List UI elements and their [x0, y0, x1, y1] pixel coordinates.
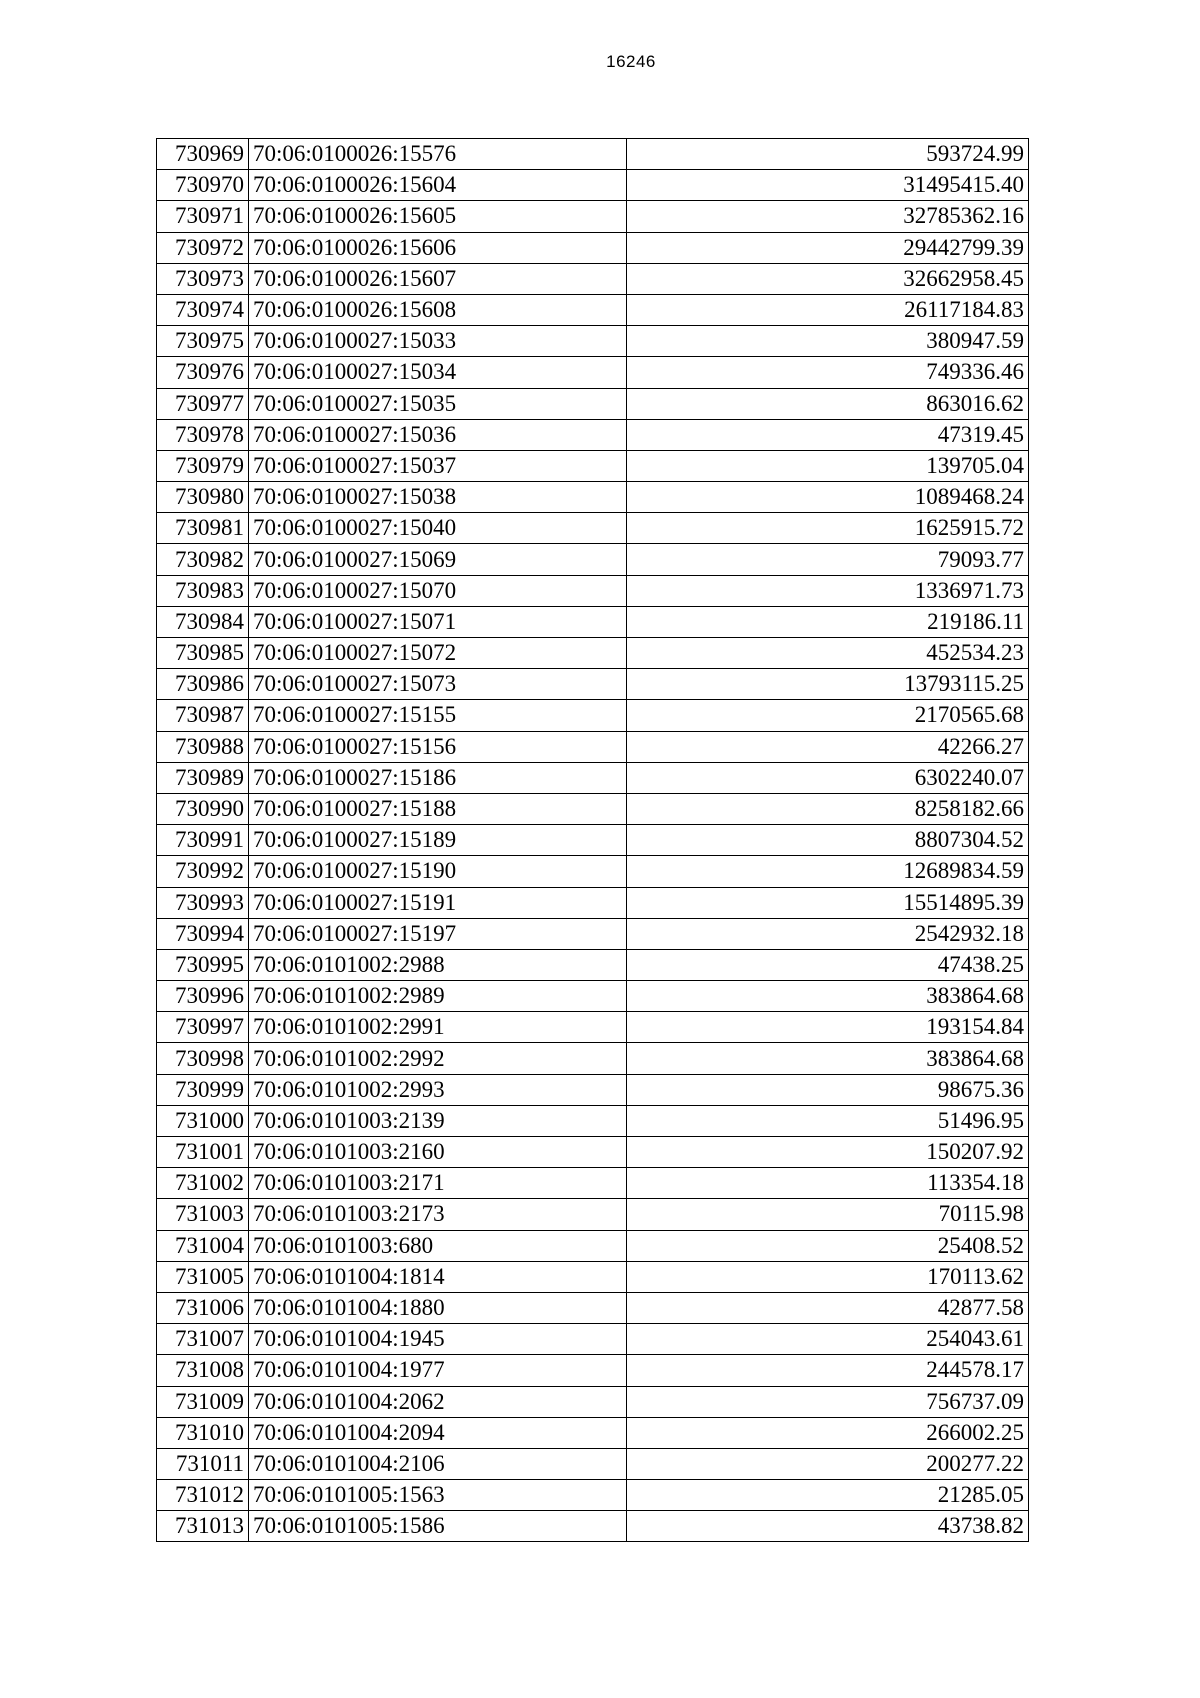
- row-number-cell: 730991: [157, 825, 249, 856]
- table-row: [157, 949, 1029, 980]
- table-row: [157, 1043, 1029, 1074]
- table-row: [157, 1261, 1029, 1292]
- cadastral-number-cell: 70:06:0100027:15037: [249, 450, 627, 481]
- cadastral-value-cell: 15514895.39: [627, 887, 1029, 918]
- cadastral-number-cell: 70:06:0100027:15189: [249, 825, 627, 856]
- table-row: [157, 1448, 1029, 1479]
- cadastral-number-cell: 70:06:0101004:2062: [249, 1386, 627, 1417]
- cadastral-value-cell: 244578.17: [627, 1355, 1029, 1386]
- row-number-cell: 730971: [157, 201, 249, 232]
- row-number-cell: 730970: [157, 170, 249, 201]
- table-row: [157, 1137, 1029, 1168]
- cadastral-number-cell: 70:06:0100026:15576: [249, 139, 627, 170]
- cadastral-value-cell: 13793115.25: [627, 669, 1029, 700]
- row-number-cell: 730988: [157, 731, 249, 762]
- cadastral-value-cell: 47438.25: [627, 949, 1029, 980]
- cadastral-value-cell: 47319.45: [627, 419, 1029, 450]
- table-row: [157, 918, 1029, 949]
- cadastral-number-cell: 70:06:0101005:1563: [249, 1480, 627, 1511]
- cadastral-number-cell: 70:06:0100027:15156: [249, 731, 627, 762]
- row-number-cell: 730994: [157, 918, 249, 949]
- cadastral-value-cell: 452534.23: [627, 638, 1029, 669]
- row-number-cell: 731010: [157, 1417, 249, 1448]
- cadastral-number-cell: 70:06:0101003:2139: [249, 1105, 627, 1136]
- cadastral-number-cell: 70:06:0100027:15033: [249, 326, 627, 357]
- cadastral-number-cell: 70:06:0100027:15034: [249, 357, 627, 388]
- cadastral-number-cell: 70:06:0101004:1880: [249, 1292, 627, 1323]
- row-number-cell: 730986: [157, 669, 249, 700]
- cadastral-value-cell: 200277.22: [627, 1448, 1029, 1479]
- cadastral-number-cell: 70:06:0101004:2106: [249, 1448, 627, 1479]
- cadastral-number-cell: 70:06:0101004:1977: [249, 1355, 627, 1386]
- cadastral-number-cell: 70:06:0100027:15038: [249, 482, 627, 513]
- cadastral-number-cell: 70:06:0100027:15035: [249, 388, 627, 419]
- cadastral-value-cell: 6302240.07: [627, 762, 1029, 793]
- table-row: [157, 419, 1029, 450]
- cadastral-number-cell: 70:06:0100027:15069: [249, 544, 627, 575]
- cadastral-number-cell: 70:06:0100026:15608: [249, 294, 627, 325]
- cadastral-number-cell: 70:06:0100026:15605: [249, 201, 627, 232]
- cadastral-number-cell: 70:06:0101003:2171: [249, 1168, 627, 1199]
- table-row: [157, 294, 1029, 325]
- row-number-cell: 730985: [157, 638, 249, 669]
- row-number-cell: 730983: [157, 575, 249, 606]
- table-row: [157, 638, 1029, 669]
- cadastral-number-cell: 70:06:0101002:2991: [249, 1012, 627, 1043]
- cadastral-value-cell: 150207.92: [627, 1137, 1029, 1168]
- table-row: [157, 201, 1029, 232]
- cadastral-value-cell: 31495415.40: [627, 170, 1029, 201]
- cadastral-number-cell: 70:06:0100027:15070: [249, 575, 627, 606]
- table-row: [157, 575, 1029, 606]
- cadastral-value-table: [156, 138, 1029, 1542]
- table-row: [157, 1417, 1029, 1448]
- table-row: [157, 981, 1029, 1012]
- row-number-cell: 730998: [157, 1043, 249, 1074]
- cadastral-value-cell: 219186.11: [627, 606, 1029, 637]
- cadastral-number-cell: 70:06:0100027:15155: [249, 700, 627, 731]
- cadastral-number-cell: 70:06:0100027:15073: [249, 669, 627, 700]
- row-number-cell: 730981: [157, 513, 249, 544]
- row-number-cell: 730975: [157, 326, 249, 357]
- table-row: [157, 1074, 1029, 1105]
- cadastral-value-cell: 51496.95: [627, 1105, 1029, 1136]
- table-row: [157, 482, 1029, 513]
- cadastral-value-cell: 863016.62: [627, 388, 1029, 419]
- cadastral-number-cell: 70:06:0101003:2160: [249, 1137, 627, 1168]
- table-row: [157, 669, 1029, 700]
- row-number-cell: 731002: [157, 1168, 249, 1199]
- table-row: [157, 513, 1029, 544]
- row-number-cell: 730995: [157, 949, 249, 980]
- cadastral-number-cell: 70:06:0100026:15606: [249, 232, 627, 263]
- cadastral-value-cell: 29442799.39: [627, 232, 1029, 263]
- cadastral-value-cell: 254043.61: [627, 1324, 1029, 1355]
- cadastral-number-cell: 70:06:0100027:15040: [249, 513, 627, 544]
- table-row: [157, 357, 1029, 388]
- cadastral-value-cell: 12689834.59: [627, 856, 1029, 887]
- row-number-cell: 730996: [157, 981, 249, 1012]
- cadastral-value-cell: 139705.04: [627, 450, 1029, 481]
- cadastral-number-cell: 70:06:0101004:1814: [249, 1261, 627, 1292]
- row-number-cell: 730982: [157, 544, 249, 575]
- cadastral-number-cell: 70:06:0101002:2988: [249, 949, 627, 980]
- cadastral-value-cell: 593724.99: [627, 139, 1029, 170]
- row-number-cell: 731004: [157, 1230, 249, 1261]
- row-number-cell: 731013: [157, 1511, 249, 1542]
- row-number-cell: 730989: [157, 762, 249, 793]
- row-number-cell: 731007: [157, 1324, 249, 1355]
- row-number-cell: 730980: [157, 482, 249, 513]
- row-number-cell: 731009: [157, 1386, 249, 1417]
- table-row: [157, 1105, 1029, 1136]
- cadastral-number-cell: 70:06:0100027:15186: [249, 762, 627, 793]
- cadastral-value-cell: 21285.05: [627, 1480, 1029, 1511]
- cadastral-number-cell: 70:06:0100027:15191: [249, 887, 627, 918]
- row-number-cell: 730978: [157, 419, 249, 450]
- row-number-cell: 730974: [157, 294, 249, 325]
- cadastral-value-cell: 2542932.18: [627, 918, 1029, 949]
- row-number-cell: 731008: [157, 1355, 249, 1386]
- cadastral-number-cell: 70:06:0101003:680: [249, 1230, 627, 1261]
- row-number-cell: 730984: [157, 606, 249, 637]
- cadastral-number-cell: 70:06:0100026:15607: [249, 263, 627, 294]
- table-row: [157, 856, 1029, 887]
- cadastral-value-cell: 8807304.52: [627, 825, 1029, 856]
- row-number-cell: 730969: [157, 139, 249, 170]
- cadastral-value-cell: 1625915.72: [627, 513, 1029, 544]
- row-number-cell: 730976: [157, 357, 249, 388]
- row-number-cell: 730973: [157, 263, 249, 294]
- cadastral-value-cell: 25408.52: [627, 1230, 1029, 1261]
- table-row: [157, 1230, 1029, 1261]
- row-number-cell: 731000: [157, 1105, 249, 1136]
- row-number-cell: 731006: [157, 1292, 249, 1323]
- row-number-cell: 730979: [157, 450, 249, 481]
- cadastral-value-cell: 26117184.83: [627, 294, 1029, 325]
- cadastral-number-cell: 70:06:0100027:15197: [249, 918, 627, 949]
- row-number-cell: 731012: [157, 1480, 249, 1511]
- table-row: [157, 450, 1029, 481]
- cadastral-value-cell: 1336971.73: [627, 575, 1029, 606]
- table-row: [157, 139, 1029, 170]
- row-number-cell: 731003: [157, 1199, 249, 1230]
- table-row: [157, 887, 1029, 918]
- row-number-cell: 730977: [157, 388, 249, 419]
- cadastral-value-cell: 98675.36: [627, 1074, 1029, 1105]
- table-row: [157, 606, 1029, 637]
- cadastral-value-cell: 1089468.24: [627, 482, 1029, 513]
- table-row: [157, 1292, 1029, 1323]
- table-row: [157, 700, 1029, 731]
- cadastral-value-cell: 383864.68: [627, 981, 1029, 1012]
- cadastral-value-cell: 756737.09: [627, 1386, 1029, 1417]
- row-number-cell: 730972: [157, 232, 249, 263]
- cadastral-value-cell: 79093.77: [627, 544, 1029, 575]
- cadastral-number-cell: 70:06:0101004:1945: [249, 1324, 627, 1355]
- table-row: [157, 793, 1029, 824]
- cadastral-number-cell: 70:06:0101002:2989: [249, 981, 627, 1012]
- cadastral-value-cell: 2170565.68: [627, 700, 1029, 731]
- cadastral-value-cell: 193154.84: [627, 1012, 1029, 1043]
- table-row: [157, 388, 1029, 419]
- table-row: [157, 1511, 1029, 1542]
- row-number-cell: 731001: [157, 1137, 249, 1168]
- row-number-cell: 730990: [157, 793, 249, 824]
- cadastral-number-cell: 70:06:0101003:2173: [249, 1199, 627, 1230]
- table-row: [157, 170, 1029, 201]
- table-row: [157, 762, 1029, 793]
- cadastral-value-cell: 170113.62: [627, 1261, 1029, 1292]
- table-row: [157, 1199, 1029, 1230]
- table-row: [157, 326, 1029, 357]
- table-row: [157, 1480, 1029, 1511]
- cadastral-value-cell: 43738.82: [627, 1511, 1029, 1542]
- row-number-cell: 730993: [157, 887, 249, 918]
- table-row: [157, 544, 1029, 575]
- table-row: [157, 1324, 1029, 1355]
- cadastral-value-cell: 749336.46: [627, 357, 1029, 388]
- cadastral-number-cell: 70:06:0100027:15188: [249, 793, 627, 824]
- cadastral-value-cell: 42877.58: [627, 1292, 1029, 1323]
- cadastral-number-cell: 70:06:0100027:15071: [249, 606, 627, 637]
- cadastral-value-cell: 380947.59: [627, 326, 1029, 357]
- cadastral-number-cell: 70:06:0101002:2993: [249, 1074, 627, 1105]
- table-row: [157, 1168, 1029, 1199]
- cadastral-value-cell: 42266.27: [627, 731, 1029, 762]
- cadastral-value-cell: 70115.98: [627, 1199, 1029, 1230]
- cadastral-number-cell: 70:06:0100027:15190: [249, 856, 627, 887]
- cadastral-number-cell: 70:06:0100027:15072: [249, 638, 627, 669]
- cadastral-value-cell: 266002.25: [627, 1417, 1029, 1448]
- cadastral-value-cell: 8258182.66: [627, 793, 1029, 824]
- row-number-cell: 731005: [157, 1261, 249, 1292]
- table-row: [157, 731, 1029, 762]
- cadastral-value-cell: 383864.68: [627, 1043, 1029, 1074]
- cadastral-number-cell: 70:06:0101005:1586: [249, 1511, 627, 1542]
- row-number-cell: 730992: [157, 856, 249, 887]
- cadastral-number-cell: 70:06:0100027:15036: [249, 419, 627, 450]
- table-body: [157, 139, 1029, 1542]
- cadastral-value-cell: 32785362.16: [627, 201, 1029, 232]
- cadastral-value-cell: 32662958.45: [627, 263, 1029, 294]
- table-row: [157, 1012, 1029, 1043]
- table-row: [157, 263, 1029, 294]
- row-number-cell: 730997: [157, 1012, 249, 1043]
- table-row: [157, 1386, 1029, 1417]
- row-number-cell: 730987: [157, 700, 249, 731]
- row-number-cell: 730999: [157, 1074, 249, 1105]
- cadastral-number-cell: 70:06:0100026:15604: [249, 170, 627, 201]
- cadastral-number-cell: 70:06:0101004:2094: [249, 1417, 627, 1448]
- table-row: [157, 232, 1029, 263]
- table-row: [157, 825, 1029, 856]
- table-row: [157, 1355, 1029, 1386]
- page-number: 16246: [606, 52, 656, 71]
- cadastral-number-cell: 70:06:0101002:2992: [249, 1043, 627, 1074]
- cadastral-value-cell: 113354.18: [627, 1168, 1029, 1199]
- row-number-cell: 731011: [157, 1448, 249, 1479]
